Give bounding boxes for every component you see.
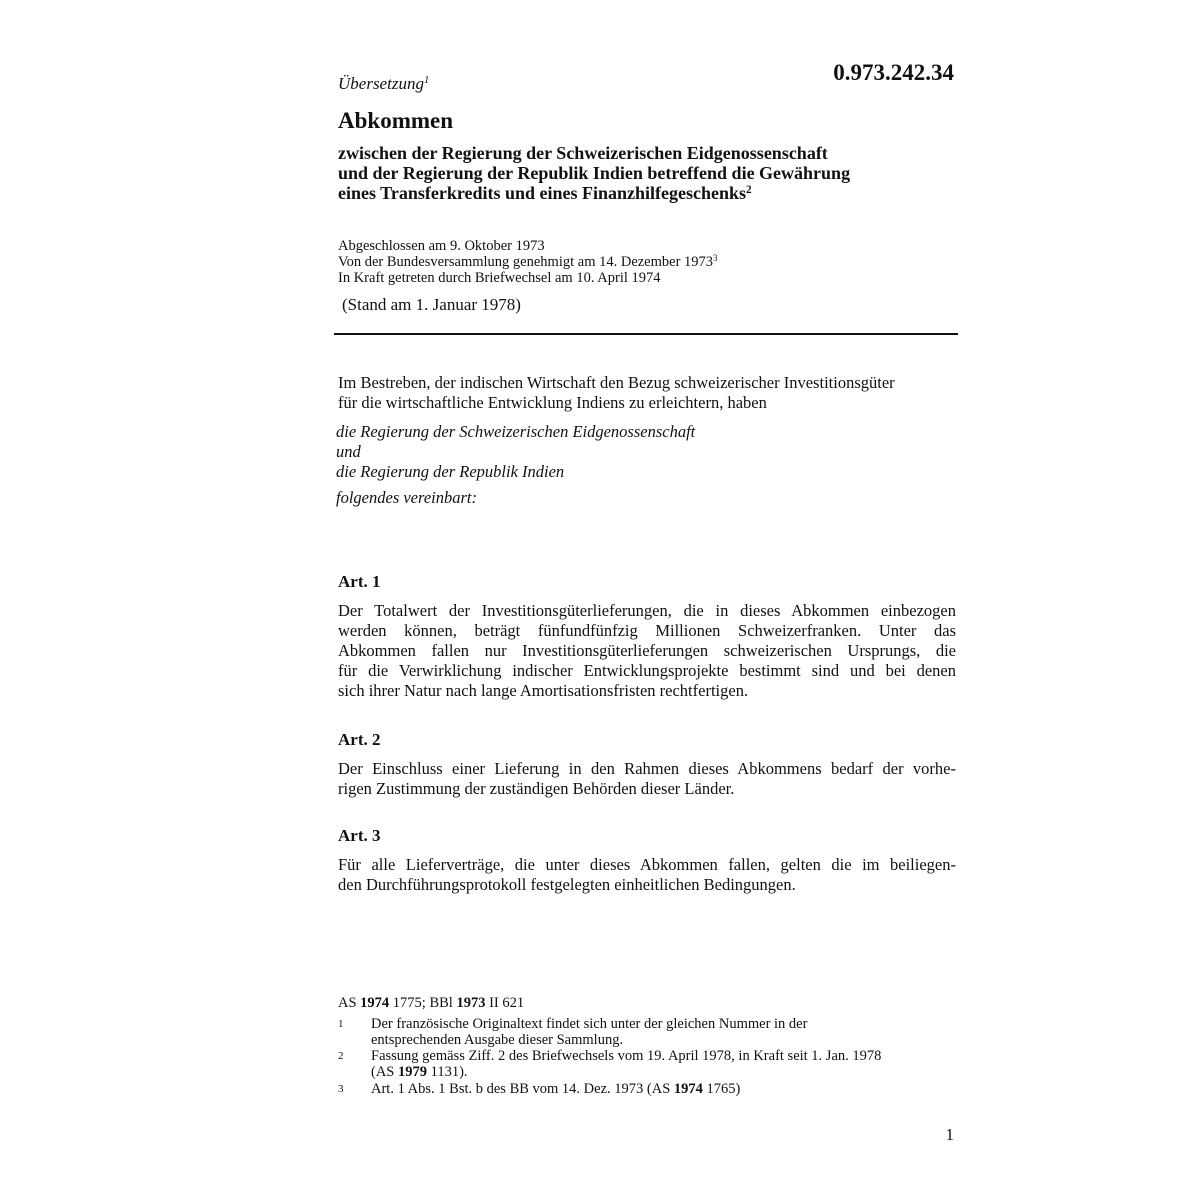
article-line: Der Totalwert der Investitionsgüterlieferungen, die in dieses Abkommen einbezogen <box>338 601 956 620</box>
page-number: 1 <box>945 1125 954 1144</box>
document-title: Abkommen <box>338 108 454 133</box>
article-3-heading: Art. 3 <box>338 826 381 845</box>
in-force-date: In Kraft getreten durch Briefwechsel am 10. April 1974 <box>338 270 661 286</box>
article-line: Der Einschluss einer Lieferung in den Rahmen dieses Abkommens bedarf der vorhe- <box>338 759 956 778</box>
preamble-line: für die wirtschaftliche Entwicklung Indiens zu erleichtern, haben <box>338 393 767 412</box>
subtitle-line: und der Regierung der Republik Indien betreffend die Gewährung <box>338 163 851 183</box>
agreed-clause: folgendes vereinbart: <box>336 488 477 507</box>
sr-number: 0.973.242.34 <box>833 60 954 85</box>
footnote-ref-1[interactable]: 1 <box>423 75 430 87</box>
footnote-number: 1 <box>338 1018 344 1030</box>
contracting-parties <box>336 422 695 482</box>
article-line: für die Verwirklichung indischer Entwicklungsprojekte bestimmt sind und bei denen <box>338 661 956 680</box>
footnote-text: Fassung gemäss Ziff. 2 des Briefwechsels vom 19. April 1978, in Kraft seit 1. Jan. 1978 <box>371 1048 882 1064</box>
party-conjunction: und <box>336 442 361 461</box>
article-2-body <box>338 759 956 799</box>
party-switzerland: die Regierung der Schweizerischen Eidgenossenschaft <box>336 422 696 441</box>
footnote-ref-3[interactable]: 3 <box>713 253 718 264</box>
preamble <box>338 373 895 413</box>
article-3-body <box>338 855 956 895</box>
footnote-text: entsprechenden Ausgabe dieser Sammlung. <box>371 1032 624 1048</box>
approval-date: Von der Bundesversammlung genehmigt am 14. Dezember 1973$^3$ <box>338 253 718 270</box>
footnote-number: 2 <box>338 1050 344 1062</box>
document-subtitle <box>338 143 958 203</box>
status-date: (Stand am 1. Januar 1978) <box>342 295 521 314</box>
article-2-heading: Art. 2 <box>338 730 381 749</box>
article-1-body <box>338 601 956 701</box>
source-reference: AS 1974 1775; BBl 1973 II 621 <box>338 995 525 1011</box>
document-metadata <box>338 238 718 286</box>
concluded-date: Abgeschlossen am 9. Oktober 1973 <box>338 238 545 254</box>
subtitle-line: eines Transferkredits und eines Finanzhilfegeschenks$^2$ <box>338 183 752 203</box>
article-line: sich ihrer Natur nach lange Amortisationsfristen rechtfertigen. <box>338 681 749 700</box>
article-line: rigen Zustimmung der zuständigen Behörden dieser Länder. <box>338 779 735 798</box>
header-divider <box>334 333 958 335</box>
party-india: die Regierung der Republik Indien <box>336 462 565 481</box>
article-1-heading: Art. 1 <box>338 572 381 591</box>
footnote-number: 3 <box>338 1083 344 1095</box>
footnote-text: Der französische Originaltext findet sich unter der gleichen Nummer in der <box>371 1016 808 1032</box>
article-line: werden können, beträgt fünfundfünfzig Millionen Schweizerfranken. Unter das <box>338 621 956 640</box>
article-line: Für alle Lieferverträge, die unter dieses Abkommen fallen, gelten die im beiliegen- <box>338 855 956 874</box>
footnote-ref-2[interactable]: 2 <box>746 183 752 196</box>
article-line: den Durchführungsprotokoll festgelegten einheitlichen Bedingungen. <box>338 875 796 894</box>
subtitle-line: zwischen der Regierung der Schweizerischen Eidgenossenschaft <box>338 143 828 163</box>
translation-label: Übersetzung$^1$ <box>338 74 430 93</box>
footnote-text: Art. 1 Abs. 1 Bst. b des BB vom 14. Dez. 1973 (AS 1974 1765) <box>371 1081 741 1097</box>
footnote-text: (AS 1979 1131). <box>371 1064 468 1080</box>
article-line: Abkommen fallen nur Investitionsgüterlieferungen schweizerischen Ursprungs, die <box>338 641 956 660</box>
preamble-line: Im Bestreben, der indischen Wirtschaft den Bezug schweizerischer Investitionsgüter <box>338 373 895 392</box>
